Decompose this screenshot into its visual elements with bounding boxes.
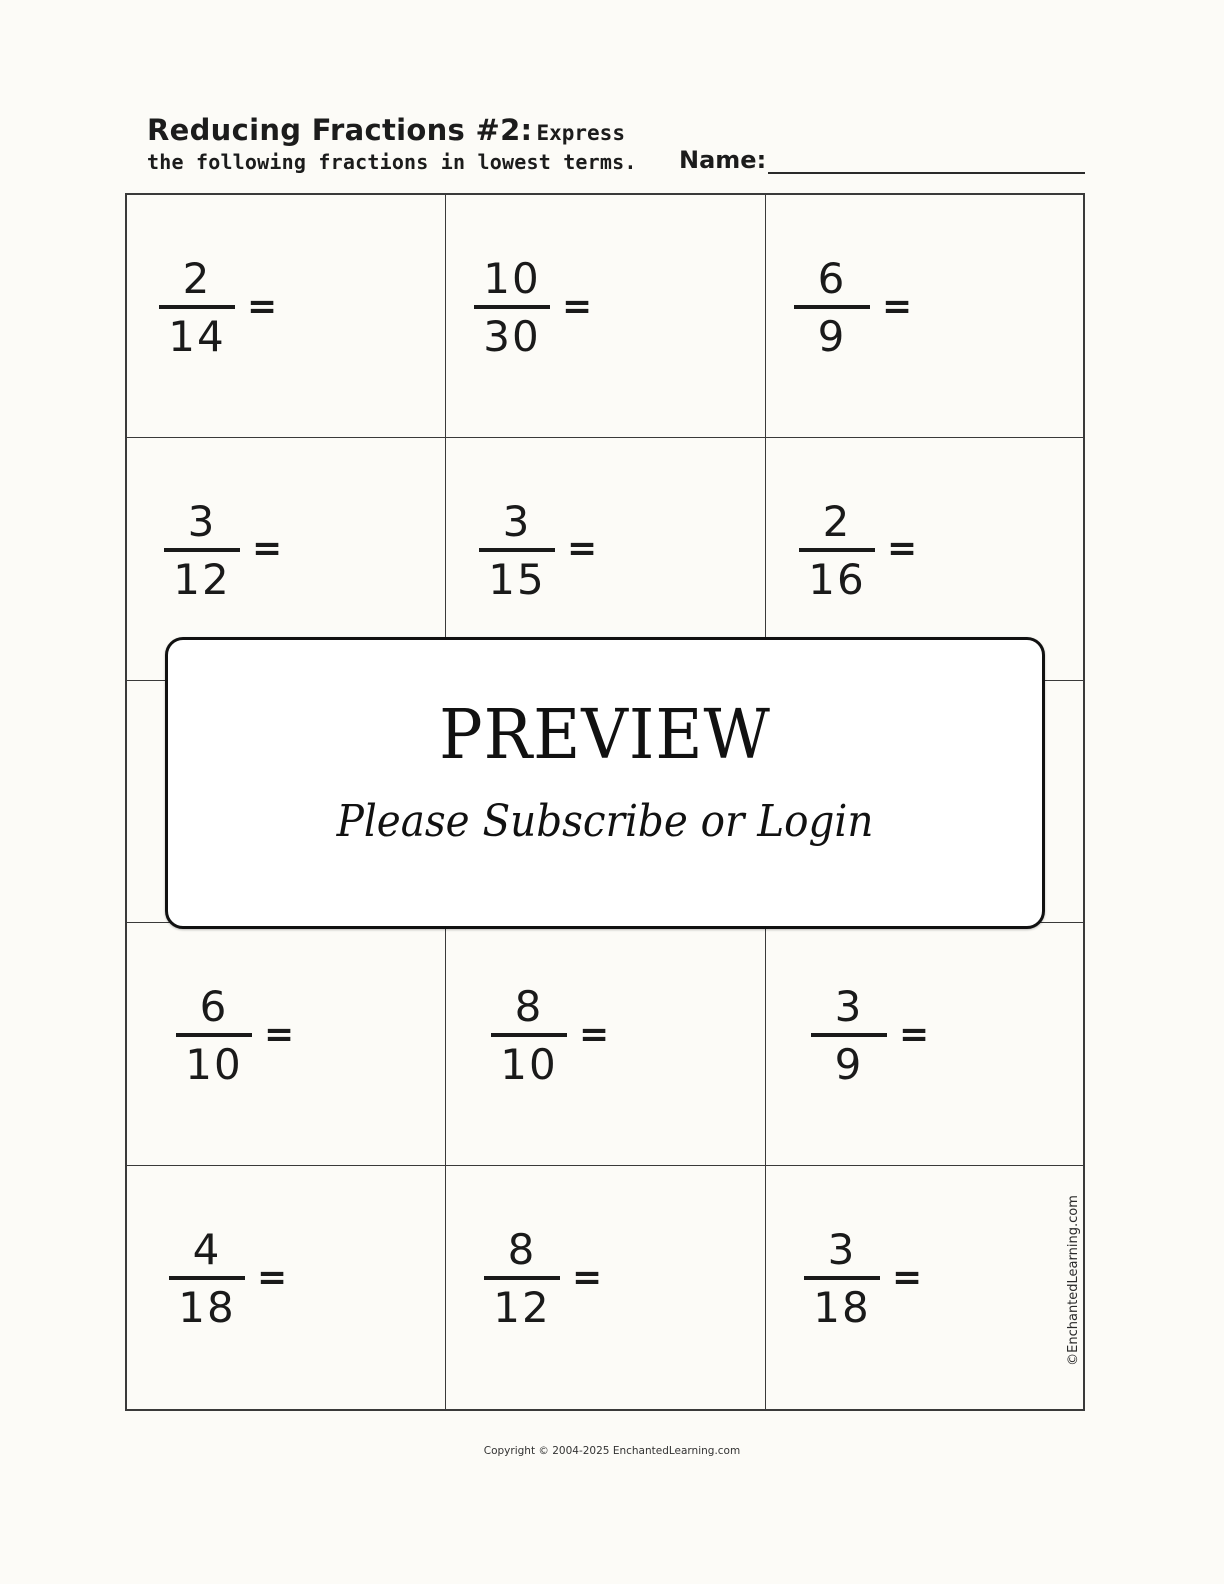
denominator: 18 <box>813 1283 871 1333</box>
worksheet-title-block <box>147 113 667 174</box>
numerator: 10 <box>483 254 541 303</box>
equals-sign: = <box>567 528 598 570</box>
problem-cell <box>127 1166 446 1409</box>
fraction <box>484 1226 602 1332</box>
numerator: 4 <box>192 1225 222 1275</box>
fraction-bar <box>169 1276 245 1280</box>
problem-cell <box>766 923 1083 1166</box>
fraction-bar <box>811 1033 887 1037</box>
instruction-text-part1: Express <box>536 121 625 145</box>
denominator: 12 <box>173 554 231 604</box>
fraction <box>474 255 592 361</box>
equals-sign: = <box>887 528 918 570</box>
side-credit-text: ©EnchantedLearning.com <box>1065 1194 1081 1366</box>
problem-cell <box>766 195 1083 438</box>
equals-sign: = <box>247 285 278 327</box>
denominator: 10 <box>500 1040 558 1090</box>
equals-sign: = <box>252 528 283 570</box>
name-field <box>679 142 1085 174</box>
numerator: 3 <box>187 496 217 546</box>
equals-sign: = <box>899 1013 930 1055</box>
fraction <box>804 1226 922 1332</box>
denominator: 16 <box>808 554 866 604</box>
denominator: 15 <box>488 554 546 604</box>
name-label: Name: <box>679 146 767 174</box>
numerator: 8 <box>507 1225 537 1275</box>
fraction <box>811 983 929 1089</box>
fraction-bar <box>479 548 555 552</box>
denominator: 30 <box>483 312 541 361</box>
instruction-text-part2: the following fractions in lowest terms. <box>147 150 637 174</box>
fraction-bar <box>159 305 235 309</box>
problem-cell <box>446 195 766 438</box>
problem-cell <box>446 1166 766 1409</box>
equals-sign: = <box>572 1256 603 1298</box>
numerator: 6 <box>817 254 847 303</box>
fraction-bar <box>794 305 870 309</box>
equals-sign: = <box>257 1256 288 1298</box>
fraction-bar <box>176 1033 252 1037</box>
side-credit <box>1060 1180 1086 1380</box>
equals-sign: = <box>882 285 913 327</box>
fraction-bar <box>804 1276 880 1280</box>
denominator: 12 <box>493 1283 551 1333</box>
denominator: 10 <box>185 1040 243 1090</box>
fraction-bar <box>164 548 240 552</box>
equals-sign: = <box>579 1013 610 1055</box>
fraction-bar <box>474 305 550 309</box>
copyright-footer: Copyright © 2004-2025 EnchantedLearning.com <box>483 1445 741 1457</box>
equals-sign: = <box>264 1013 295 1055</box>
subscribe-login-prompt[interactable]: Please Subscribe or Login <box>336 796 874 847</box>
problem-cell <box>127 195 446 438</box>
problem-cell <box>446 923 766 1166</box>
problem-cell <box>127 923 446 1166</box>
numerator: 8 <box>514 982 544 1032</box>
fraction <box>491 983 609 1089</box>
fraction <box>176 983 294 1089</box>
fraction <box>159 255 277 361</box>
name-blank-line <box>768 172 1085 174</box>
fraction <box>164 498 282 604</box>
fraction <box>169 1226 287 1332</box>
problem-cell <box>766 1166 1083 1409</box>
numerator: 3 <box>502 496 532 546</box>
preview-title: PREVIEW <box>439 696 771 775</box>
fraction <box>799 498 917 604</box>
numerator: 6 <box>199 982 229 1032</box>
denominator: 14 <box>168 312 226 361</box>
preview-overlay[interactable] <box>165 637 1045 929</box>
equals-sign: = <box>892 1256 923 1298</box>
worksheet-title: Reducing Fractions #2: <box>147 113 533 147</box>
denominator: 9 <box>834 1040 864 1090</box>
numerator: 3 <box>834 982 864 1032</box>
numerator: 3 <box>827 1225 857 1275</box>
fraction <box>479 498 597 604</box>
denominator: 9 <box>817 312 847 361</box>
fraction-bar <box>799 548 875 552</box>
numerator: 2 <box>822 496 852 546</box>
equals-sign: = <box>562 285 593 327</box>
denominator: 18 <box>178 1283 236 1333</box>
fraction-bar <box>484 1276 560 1280</box>
numerator: 2 <box>182 254 212 303</box>
fraction <box>794 255 912 361</box>
fraction-bar <box>491 1033 567 1037</box>
